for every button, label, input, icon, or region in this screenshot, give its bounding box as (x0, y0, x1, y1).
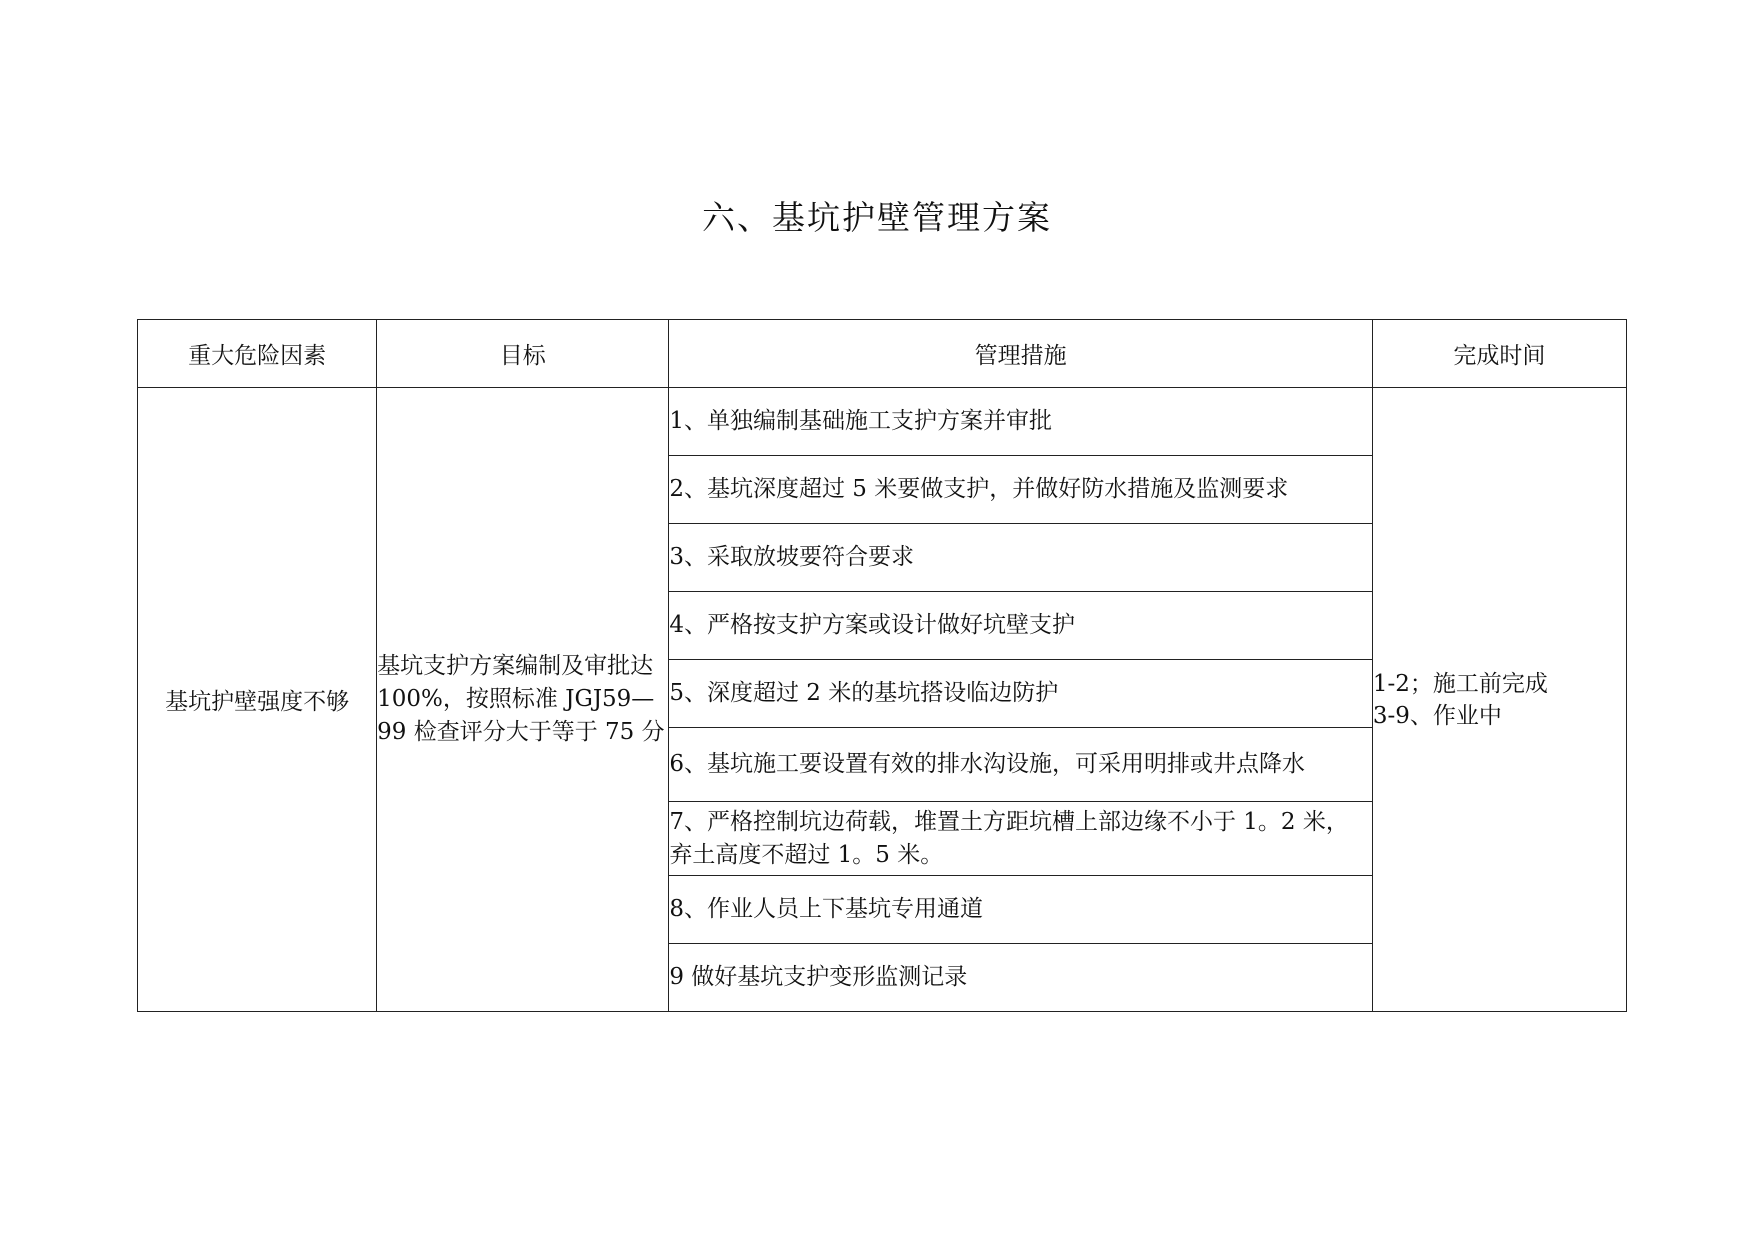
completion-time-line: 1-2；施工前完成 (1372, 670, 1548, 697)
measure-item: 6、基坑施工要设置有效的排水沟设施，可采用明排或井点降水 (669, 728, 1372, 802)
header-hazard: 重大危险因素 (138, 320, 377, 388)
table-row (138, 388, 1627, 456)
completion-time-line: 3-9、作业中 (1372, 702, 1502, 729)
header-measures: 管理措施 (669, 320, 1372, 388)
measure-item: 4、严格按支护方案或设计做好坑壁支护 (669, 592, 1372, 660)
measure-item: 9 做好基坑支护变形监测记录 (669, 944, 1372, 1012)
measure-item: 1、单独编制基础施工支护方案并审批 (669, 388, 1372, 456)
page-title: 六、基坑护壁管理方案 (702, 198, 1052, 237)
measure-item: 7、严格控制坑边荷载，堆置土方距坑槽上部边缘不小于 1。2 米，弃土高度不超过 1。5 米。 (669, 802, 1372, 876)
management-plan-table (137, 319, 1627, 1012)
target-cell: 基坑支护方案编制及审批达 100%，按照标准 JGJ59—99 检查评分大于等于 75 分 (377, 388, 669, 1012)
measure-item: 2、基坑深度超过 5 米要做支护，并做好防水措施及监测要求 (669, 456, 1372, 524)
table-header-row (138, 320, 1627, 388)
measure-item: 8、作业人员上下基坑专用通道 (669, 876, 1372, 944)
completion-time-cell (1372, 388, 1626, 1012)
header-time: 完成时间 (1372, 320, 1626, 388)
measure-item: 3、采取放坡要符合要求 (669, 524, 1372, 592)
measure-item: 5、深度超过 2 米的基坑搭设临边防护 (669, 660, 1372, 728)
hazard-cell: 基坑护壁强度不够 (138, 388, 377, 1012)
header-target: 目标 (377, 320, 669, 388)
